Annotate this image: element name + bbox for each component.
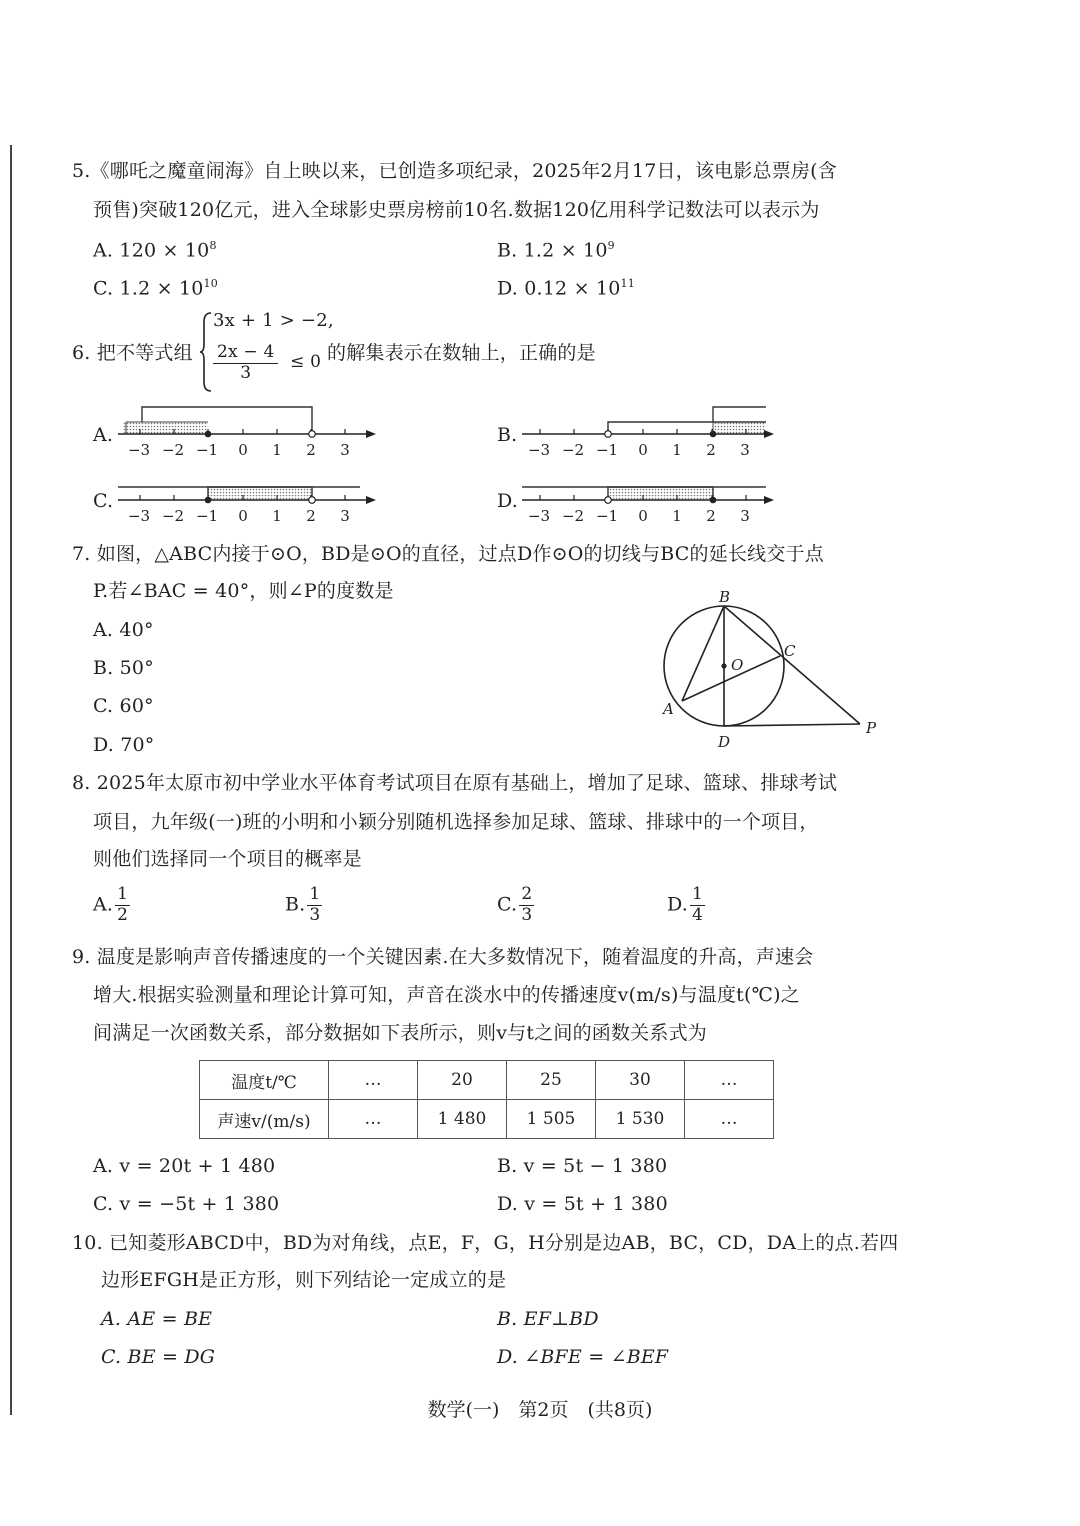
tick-label: 3	[740, 441, 750, 459]
tick-label: −2	[561, 507, 585, 525]
q6-inequality-1: 3x + 1 > −2,	[213, 310, 334, 331]
q9-line-3: 间满足一次函数关系，部分数据如下表所示，则v与t之间的函数关系式为	[93, 1022, 707, 1044]
table-cell: 声速v/(m/s)	[200, 1100, 329, 1139]
q7-option-a: A. 40°	[93, 619, 154, 641]
q6-b-point-2	[710, 431, 717, 438]
q9-line-1: 9. 温度是影响声音传播速度的一个关键因素.在大多数情况下，随着温度的升高，声速会	[72, 946, 814, 968]
tick-label: −3	[127, 441, 151, 459]
table-cell: …	[685, 1100, 774, 1139]
q6-number-lines	[0, 395, 1080, 535]
q6-label-d: D.	[497, 490, 518, 512]
tick-label: −2	[161, 507, 185, 525]
tick-label: 2	[306, 441, 316, 459]
label-b: B	[719, 588, 731, 606]
tick-label: 3	[340, 507, 350, 525]
q6-prefix: 6. 把不等式组	[72, 342, 193, 364]
table-cell: …	[685, 1061, 774, 1100]
table-cell: …	[329, 1061, 418, 1100]
q8-line-1: 8. 2025年太原市初中学业水平体育考试项目在原有基础上，增加了足球、篮球、排球考试	[72, 772, 838, 794]
q6-a-shade	[123, 422, 208, 434]
segment-ab	[682, 606, 724, 701]
label-c: C	[784, 642, 796, 660]
tick-label: 1	[272, 507, 282, 525]
q7-option-d: D. 70°	[93, 734, 155, 756]
q6-number-line-b	[522, 407, 774, 459]
q6-number-line-a	[118, 407, 376, 459]
q6-label-b: B.	[497, 424, 518, 446]
tick-label: 0	[638, 441, 648, 459]
tick-label: 0	[238, 507, 248, 525]
q8-option-a: A. $\frac{1}{2}$	[93, 884, 129, 925]
table-cell: 1 480	[418, 1100, 507, 1139]
tick-label: 2	[706, 441, 716, 459]
table-cell: 1 530	[596, 1100, 685, 1139]
q7-option-c: C. 60°	[93, 695, 154, 717]
tick-label: 2	[706, 507, 716, 525]
q6-a-point-2	[309, 431, 316, 438]
q5-option-b: B. $1.2 \times 10^9$	[497, 239, 615, 262]
table-row	[200, 1100, 774, 1139]
tick-label: −3	[527, 507, 551, 525]
tick-label: 3	[340, 441, 350, 459]
tick-label: 2	[306, 507, 316, 525]
q5-option-c: C. $1.2 \times 10^{10}$	[93, 277, 218, 300]
tick-label: −3	[127, 507, 151, 525]
q8-option-d: D. $\frac{1}{4}$	[667, 884, 704, 925]
q9-option-c: C. v = −5t + 1 380	[93, 1193, 280, 1215]
q8-line-3: 则他们选择同一个项目的概率是	[93, 848, 362, 870]
label-a: A	[663, 700, 674, 718]
table-cell: 20	[418, 1061, 507, 1100]
tick-label: 1	[672, 441, 682, 459]
tick-label: −1	[595, 507, 619, 525]
q6-number-line-d	[522, 487, 774, 525]
line-bp	[724, 606, 860, 724]
q5-line-1: 5.《哪吒之魔童闹海》自上映以来，已创造多项纪录，2025年2月17日，该电影总票房(含	[72, 160, 837, 182]
tick-label: 3	[740, 507, 750, 525]
q6-d-point-minus1	[605, 497, 612, 504]
q6-c-point-2	[309, 497, 316, 504]
page-footer: 数学(一) 第2页 (共8页)	[427, 1399, 653, 1421]
q6-a-point-minus1	[205, 431, 212, 438]
q9-data-table	[199, 1060, 774, 1139]
q7-circle-figure	[650, 588, 910, 758]
tick-label: −1	[195, 441, 219, 459]
tick-label: 0	[238, 441, 248, 459]
q9-option-a: A. v = 20t + 1 480	[93, 1155, 276, 1177]
q9-line-2: 增大.根据实验测量和理论计算可知，声音在淡水中的传播速度v(m/s)与温度t(℃)之	[93, 984, 800, 1006]
q7-line-1: 7. 如图，△ABC内接于⊙O，BD是⊙O的直径，过点D作⊙O的切线与BC的延长线交于点	[72, 543, 824, 565]
q6-d-shade	[608, 487, 713, 500]
q6-b-shade	[713, 422, 766, 434]
table-cell: …	[329, 1100, 418, 1139]
q10-option-a: A. AE = BE	[101, 1308, 213, 1330]
q6-d-point-2	[710, 497, 717, 504]
label-d: D	[718, 733, 731, 751]
center-o-point	[721, 663, 726, 668]
q6-suffix: 的解集表示在数轴上，正确的是	[327, 342, 596, 364]
label-p: P	[866, 719, 877, 737]
q10-option-c: C. BE = DG	[101, 1346, 216, 1368]
label-o: O	[731, 656, 744, 674]
tick-label: −2	[561, 441, 585, 459]
binding-margin-line	[10, 145, 12, 1415]
q7-line-2: P.若∠BAC = 40°，则∠P的度数是	[93, 580, 394, 602]
q9-option-d: D. v = 5t + 1 380	[497, 1193, 668, 1215]
q7-option-b: B. 50°	[93, 657, 154, 679]
tick-label: −2	[161, 441, 185, 459]
q10-option-b: B. EF⊥BD	[497, 1308, 599, 1330]
q10-option-d: D. ∠BFE = ∠BEF	[497, 1346, 669, 1368]
q10-line-2: 边形EFGH是正方形，则下列结论一定成立的是	[101, 1269, 507, 1291]
q6-c-shade	[208, 487, 312, 500]
tick-label: 0	[638, 507, 648, 525]
q5-option-d: D. $0.12 \times 10^{11}$	[497, 277, 635, 300]
q8-line-2: 项目，九年级(一)班的小明和小颖分别随机选择参加足球、篮球、排球中的一个项目，	[93, 811, 819, 833]
tick-label: −3	[527, 441, 551, 459]
table-cell: 1 505	[507, 1100, 596, 1139]
q6-c-point-minus1	[205, 497, 212, 504]
q6-label-c: C.	[93, 490, 114, 512]
tick-label: −1	[195, 507, 219, 525]
tick-label: −1	[595, 441, 619, 459]
table-row	[200, 1061, 774, 1100]
q10-line-1: 10. 已知菱形ABCD中，BD为对角线，点E，F，G，H分别是边AB，BC，CD，DA上的点.若四	[72, 1232, 899, 1254]
tick-label: 1	[272, 441, 282, 459]
table-cell: 30	[596, 1061, 685, 1100]
table-cell: 温度t/℃	[200, 1061, 329, 1100]
q5-line-2: 预售)突破120亿元，进入全球影史票房榜前10名.数据120亿用科学记数法可以表示为	[93, 199, 820, 221]
q6-b-point-minus1	[605, 431, 612, 438]
q8-option-c: C. $\frac{2}{3}$	[497, 884, 533, 925]
table-cell: 25	[507, 1061, 596, 1100]
q6-inequality-2: $\frac{2x - 4}{3}$ ≤ 0	[213, 343, 321, 383]
q6-label-a: A.	[93, 424, 114, 446]
q5-option-a: A. $120 \times 10^8$	[93, 239, 217, 262]
q6-number-line-c	[118, 487, 376, 525]
q6-system-brace	[199, 312, 213, 392]
q9-option-b: B. v = 5t − 1 380	[497, 1155, 668, 1177]
q8-option-b: B. $\frac{1}{3}$	[285, 884, 321, 925]
tick-label: 1	[672, 507, 682, 525]
tangent-dp	[724, 724, 860, 726]
